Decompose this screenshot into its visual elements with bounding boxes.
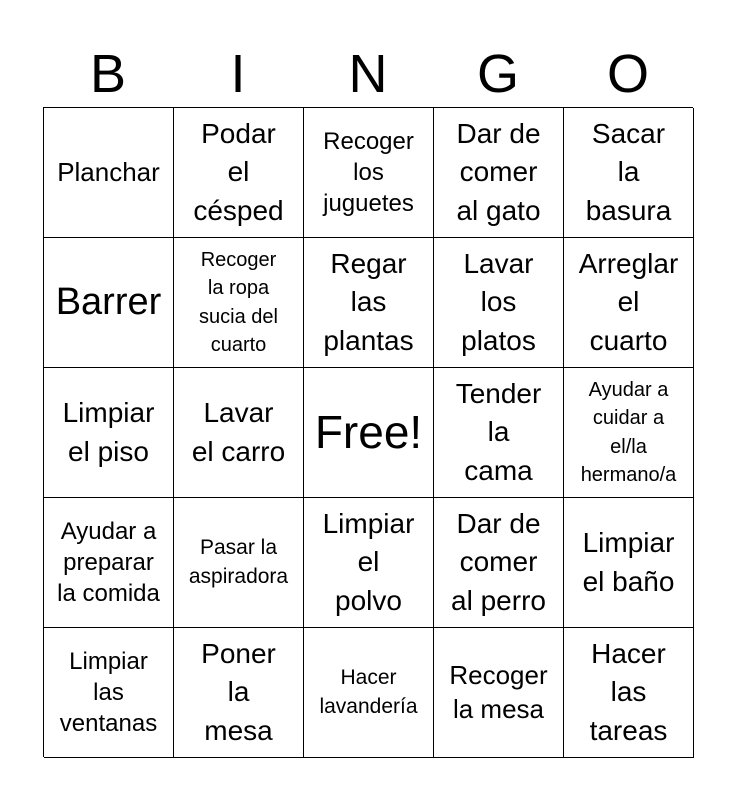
cell-text: Recoger la ropa sucia del cuarto: [199, 248, 278, 356]
bingo-cell-r5-c3[interactable]: [304, 628, 434, 758]
bingo-board: [43, 107, 693, 757]
bingo-cell-r5-c5[interactable]: [564, 628, 694, 758]
bingo-cell-r1-c5[interactable]: [564, 108, 694, 238]
header-letter-b: B: [89, 44, 127, 104]
cell-text: Hacer las tareas: [589, 637, 668, 746]
bingo-cell-r4-c2[interactable]: [174, 498, 304, 628]
bingo-cell-r2-c1[interactable]: [44, 238, 174, 368]
bingo-cell-r2-c5[interactable]: [564, 238, 694, 368]
cell-text: Limpiar el polvo: [322, 507, 415, 616]
cell-text: Poner la mesa: [201, 637, 276, 746]
cell-text: Barrer: [55, 280, 162, 323]
cell-text: Hacer lavandería: [319, 665, 418, 718]
bingo-cell-r2-c2[interactable]: [174, 238, 304, 368]
bingo-cell-r1-c1[interactable]: [44, 108, 174, 238]
bingo-header: [43, 40, 693, 108]
cell-text: Regar las plantas: [323, 247, 414, 356]
cell-text: Recoger los juguetes: [323, 127, 414, 218]
header-letter-o: O: [606, 44, 649, 104]
cell-text: Limpiar las ventanas: [59, 647, 158, 738]
cell-text: Pasar la aspiradora: [188, 535, 289, 588]
bingo-cell-r2-c3[interactable]: [304, 238, 434, 368]
cell-text: Dar de comer al perro: [451, 507, 546, 616]
header-letter-n: N: [348, 44, 388, 104]
bingo-cell-r3-c5[interactable]: [564, 368, 694, 498]
free-space-text: Free!: [314, 406, 423, 459]
bingo-cell-r5-c2[interactable]: [174, 628, 304, 758]
bingo-cell-r1-c4[interactable]: [434, 108, 564, 238]
bingo-cell-r5-c4[interactable]: [434, 628, 564, 758]
bingo-cell-r1-c3[interactable]: [304, 108, 434, 238]
cell-text: Dar de comer al gato: [456, 117, 541, 226]
bingo-cell-r3-c1[interactable]: [44, 368, 174, 498]
bingo-cell-r3-c4[interactable]: [434, 368, 564, 498]
bingo-cell-r4-c3[interactable]: [304, 498, 434, 628]
cell-text: Limpiar el piso: [62, 396, 155, 467]
cell-text: Ayudar a cuidar a el/la hermano/a: [580, 378, 677, 486]
bingo-cell-r3-c2[interactable]: [174, 368, 304, 498]
bingo-cell-free[interactable]: [304, 368, 434, 498]
cell-text: Limpiar el baño: [582, 526, 675, 597]
cell-text: Lavar los platos: [461, 247, 536, 356]
cell-text: Recoger la mesa: [449, 659, 548, 724]
bingo-cell-r4-c1[interactable]: [44, 498, 174, 628]
bingo-cell-r2-c4[interactable]: [434, 238, 564, 368]
header-letter-i: I: [230, 44, 246, 104]
cell-text: Ayudar a preparar la comida: [57, 517, 160, 608]
cell-text: Planchar: [57, 156, 160, 187]
header-letter-g: G: [476, 44, 519, 104]
cell-text: Tender la cama: [455, 377, 542, 486]
cell-text: Podar el césped: [193, 117, 284, 226]
bingo-cell-r4-c4[interactable]: [434, 498, 564, 628]
cell-text: Lavar el carro: [191, 396, 286, 467]
cell-text: Sacar la basura: [585, 117, 672, 226]
bingo-cell-r4-c5[interactable]: [564, 498, 694, 628]
cell-text: Arreglar el cuarto: [578, 247, 679, 356]
bingo-cell-r5-c1[interactable]: [44, 628, 174, 758]
bingo-cell-r1-c2[interactable]: [174, 108, 304, 238]
